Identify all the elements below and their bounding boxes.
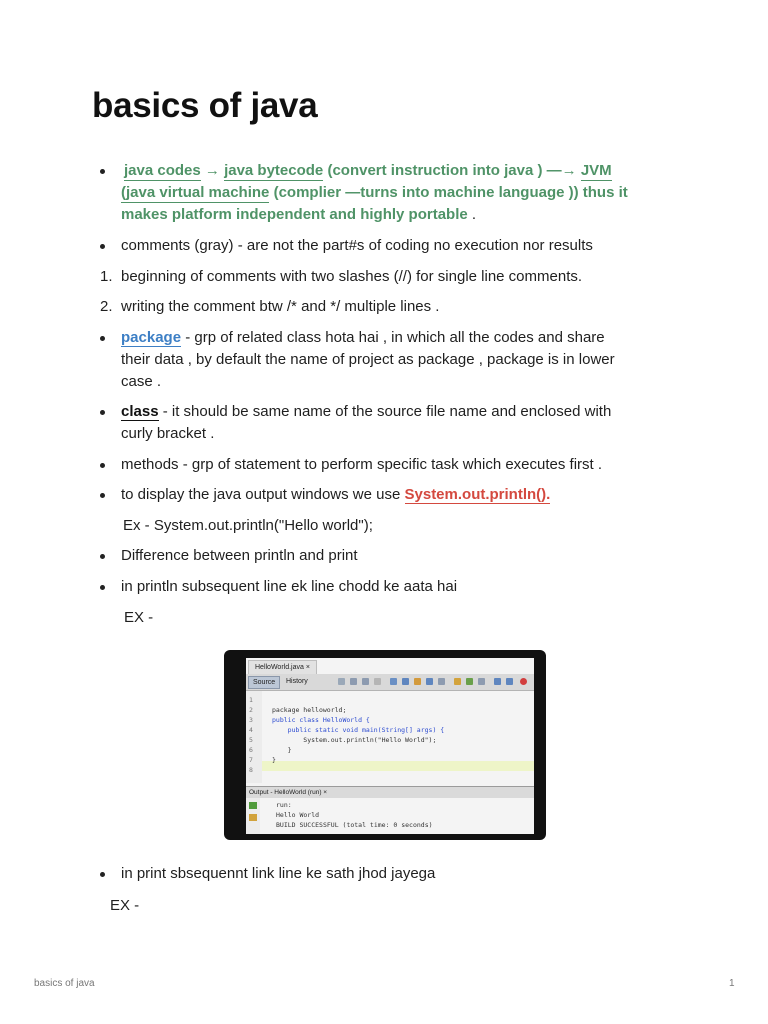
package-link[interactable]: package bbox=[121, 329, 182, 346]
toolbar-icons bbox=[338, 678, 528, 686]
toolbar-icon bbox=[426, 678, 433, 685]
current-line-highlight bbox=[262, 761, 534, 771]
numbered-item-text: writing the comment btw /* and */ multiple lines . bbox=[121, 298, 440, 315]
class-term: class bbox=[121, 403, 159, 420]
toolbar-icon bbox=[362, 678, 369, 685]
toolbar-icon bbox=[438, 678, 445, 685]
bullet-icon bbox=[100, 493, 105, 498]
line-number: 3 bbox=[249, 716, 253, 724]
run-icon bbox=[249, 802, 257, 809]
class-desc-line2: curly bracket . bbox=[121, 425, 215, 442]
output-line: Hello World bbox=[276, 811, 320, 819]
java-virtual-machine-link[interactable]: (java virtual machine bbox=[121, 184, 270, 201]
toolbar-icon bbox=[338, 678, 345, 685]
example-println: Ex - System.out.println("Hello world"); bbox=[123, 517, 373, 534]
toolbar-icon bbox=[478, 678, 485, 685]
toolbar-icon bbox=[494, 678, 501, 685]
number-label: 1. bbox=[100, 268, 113, 285]
code-line: } bbox=[272, 756, 276, 764]
package-desc-line2: their data , by default the name of project as package , package is in lower bbox=[121, 351, 615, 368]
toolbar-icon bbox=[454, 678, 461, 685]
code-line: System.out.println("Hello World"); bbox=[272, 736, 437, 744]
example-label: EX - bbox=[110, 897, 140, 914]
bullet-icon bbox=[100, 410, 105, 415]
toolbar-icon bbox=[350, 678, 357, 685]
footer-doc-name: basics of java bbox=[34, 978, 95, 989]
source-tab: Source bbox=[248, 676, 280, 689]
page-title: basics of java bbox=[92, 86, 318, 125]
bullet-icon bbox=[100, 169, 105, 174]
code-line: public static void main(String[] args) { bbox=[272, 726, 445, 734]
toolbar-icon bbox=[414, 678, 421, 685]
java-codes-link[interactable]: java codes bbox=[124, 162, 201, 179]
compiler-text: (complier —turns into machine language )) thus it bbox=[269, 184, 628, 201]
arrow-text: → bbox=[200, 162, 225, 179]
example-label: EX - bbox=[124, 609, 154, 626]
number-label: 2. bbox=[100, 298, 113, 315]
package-desc-line3: case . bbox=[121, 373, 162, 390]
methods-text: methods - grp of statement to perform specific task which executes first . bbox=[121, 456, 603, 473]
line-number: 6 bbox=[249, 746, 253, 754]
ide-toolbar bbox=[246, 674, 534, 691]
code-line: package helloworld; bbox=[272, 706, 347, 714]
numbered-item-text: beginning of comments with two slashes (//) for single line comments. bbox=[121, 268, 583, 285]
println-code-link[interactable]: System.out.println(). bbox=[404, 486, 551, 503]
toolbar-icon bbox=[506, 678, 513, 685]
output-line: run: bbox=[276, 801, 292, 809]
period-text: . bbox=[467, 206, 477, 223]
toolbar-icon bbox=[402, 678, 409, 685]
line-number: 8 bbox=[249, 766, 253, 774]
toolbar-icon bbox=[390, 678, 397, 685]
comments-text: comments (gray) - are not the part#s of coding no execution nor results bbox=[121, 237, 593, 254]
difference-text: Difference between println and print bbox=[121, 547, 358, 564]
print-text: in print sbsequennt link line ke sath jhod jayega bbox=[121, 865, 436, 882]
output-tab: Output - HelloWorld (run) × bbox=[246, 786, 534, 798]
line-number: 2 bbox=[249, 706, 253, 714]
toolbar-icon bbox=[374, 678, 381, 685]
java-bytecode-link[interactable]: java bytecode bbox=[224, 162, 324, 179]
println-text: in println subsequent line ek line chodd ke aata hai bbox=[121, 578, 458, 595]
stop-icon bbox=[520, 678, 527, 685]
bullet-icon bbox=[100, 554, 105, 559]
ide-window bbox=[246, 658, 534, 834]
output-gutter bbox=[246, 798, 260, 834]
bullet-icon bbox=[100, 872, 105, 877]
display-text: to display the java output windows we use bbox=[121, 486, 405, 503]
code-line: public class HelloWorld { bbox=[272, 716, 370, 724]
line-number: 4 bbox=[249, 726, 253, 734]
line-number-gutter bbox=[246, 691, 262, 783]
toolbar-icon bbox=[466, 678, 473, 685]
bullet-icon bbox=[100, 463, 105, 468]
line-number: 5 bbox=[249, 736, 253, 744]
line-number: 1 bbox=[249, 696, 253, 704]
class-desc-line1: - it should be same name of the source file name and enclosed with bbox=[158, 403, 612, 420]
editor-tab: HelloWorld.java × bbox=[248, 660, 317, 674]
output-line: BUILD SUCCESSFUL (total time: 0 seconds) bbox=[276, 821, 433, 829]
package-desc-line1: - grp of related class hota hai , in which all the codes and share bbox=[181, 329, 605, 346]
convert-text: (convert instruction into java ) —→ bbox=[323, 162, 581, 179]
bullet-icon bbox=[100, 336, 105, 341]
ide-screenshot bbox=[224, 650, 546, 840]
bullet-icon bbox=[100, 585, 105, 590]
rerun-icon bbox=[249, 814, 257, 821]
line-number: 7 bbox=[249, 756, 253, 764]
footer-page-number: 1 bbox=[729, 978, 735, 989]
jvm-link[interactable]: JVM bbox=[580, 162, 612, 179]
history-tab: History bbox=[286, 678, 308, 685]
code-line: } bbox=[272, 746, 292, 754]
bullet-icon bbox=[100, 244, 105, 249]
portable-text: makes platform independent and highly portable bbox=[121, 206, 468, 223]
